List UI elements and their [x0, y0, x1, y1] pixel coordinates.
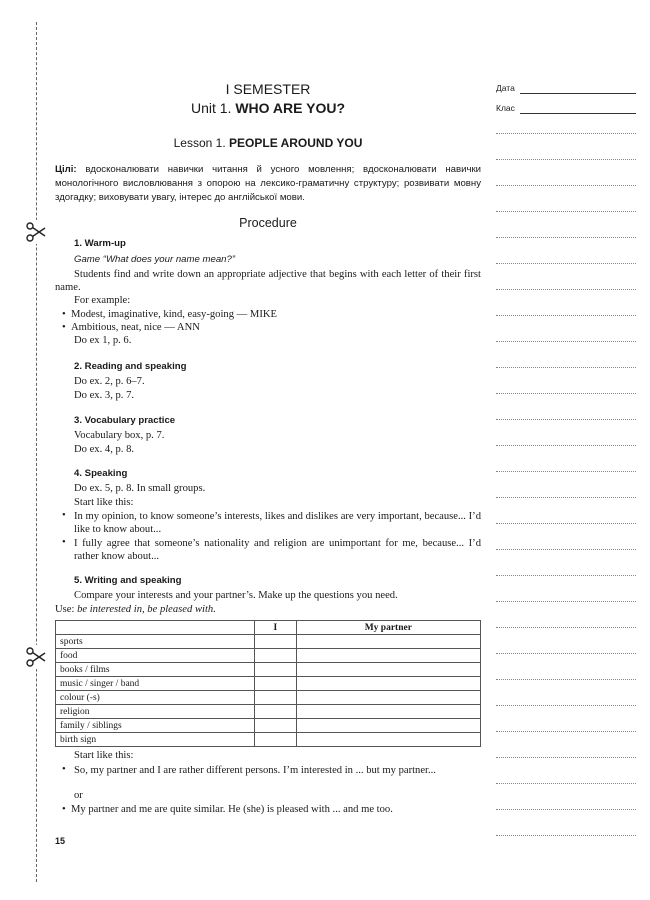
exercise-line: Do ex. 3, p. 7. [74, 390, 135, 401]
unit-prefix: Unit 1. [190, 100, 232, 116]
page-number: 15 [55, 836, 66, 846]
note-line[interactable] [496, 731, 636, 732]
note-line[interactable] [496, 497, 636, 498]
exercise-line: Do ex. 2, p. 6–7. [74, 376, 145, 387]
section-heading: 5. Writing and speaking [74, 575, 182, 586]
note-line[interactable] [496, 133, 636, 134]
section-heading: 1. Warm-up [74, 238, 126, 249]
warmup-task: Students find and write down an appropriate adjective that begins with each letter of their first name. [55, 269, 481, 293]
note-line[interactable] [496, 393, 636, 394]
writing-task: Compare your interests and your partner’s. Make up the questions you need. [74, 590, 398, 601]
scissors-icon [24, 220, 48, 244]
note-line[interactable] [496, 809, 636, 810]
note-line[interactable] [496, 471, 636, 472]
list-item: • I fully agree that someone’s nationality and religion are unimportant for me, because... I’d rather know about... [62, 537, 481, 562]
scissors-icon [24, 645, 48, 669]
note-line[interactable] [496, 315, 636, 316]
exercise-line: Vocabulary box, p. 7. [74, 430, 165, 441]
note-line[interactable] [496, 575, 636, 576]
list-item: • My partner and me are quite similar. He (she) is pleased with ... and me too. [62, 804, 393, 815]
note-line[interactable] [496, 211, 636, 212]
unit-title [55, 100, 481, 116]
table-header-cell: My partner [296, 621, 480, 635]
table-header-cell: I [255, 621, 297, 635]
lesson-prefix: Lesson 1. [173, 136, 226, 150]
note-line[interactable] [496, 757, 636, 758]
note-line[interactable] [496, 705, 636, 706]
unit-name: WHO ARE YOU? [235, 100, 346, 116]
goals-label: Цілі: [55, 164, 77, 175]
cut-line [36, 22, 37, 882]
note-line[interactable] [496, 679, 636, 680]
table-row: birth sign [56, 733, 481, 747]
note-line[interactable] [496, 445, 636, 446]
section-heading: 2. Reading and speaking [74, 361, 187, 372]
or-text: or [74, 790, 83, 801]
example-intro: For example: [74, 295, 131, 306]
table-row: food [56, 649, 481, 663]
note-line[interactable] [496, 289, 636, 290]
note-line[interactable] [496, 835, 636, 836]
note-line[interactable] [496, 627, 636, 628]
lesson-goals [55, 163, 481, 204]
note-line[interactable] [496, 601, 636, 602]
goals-text: вдосконалювати навички читання й усного мовлення; вдосконалювати навички монологічного висловлювання з опорою на лексико-граматичну структуру; розвивати мовну здогадку; виховувати увагу, інтерес до англійської мови. [55, 164, 481, 203]
list-item: • So, my partner and I are rather different persons. I’m interested in ... but my partner... [62, 764, 436, 776]
note-line[interactable] [496, 523, 636, 524]
note-line[interactable] [496, 653, 636, 654]
note-line[interactable] [496, 783, 636, 784]
interests-table [55, 620, 481, 747]
procedure-title: Procedure [239, 216, 297, 230]
note-line[interactable] [496, 367, 636, 368]
lesson-name: PEOPLE AROUND YOU [229, 136, 363, 150]
note-line[interactable] [496, 185, 636, 186]
note-line[interactable] [496, 159, 636, 160]
game-title: Game “What does your name mean?” [74, 254, 236, 265]
exercise-line: Do ex. 5, p. 8. In small groups. [74, 483, 206, 494]
note-line[interactable] [496, 263, 636, 264]
table-row: books / films [56, 663, 481, 677]
list-item: • Ambitious, neat, nice — ANN [62, 322, 200, 333]
section-heading: 3. Vocabulary practice [74, 415, 176, 426]
table-row: religion [56, 705, 481, 719]
date-label: Дата [496, 83, 515, 93]
section-heading: 4. Speaking [74, 468, 128, 479]
note-line[interactable] [496, 237, 636, 238]
use-phrases: Use: be interested in, be pleased with. [55, 604, 216, 615]
table-header-row [56, 621, 481, 635]
list-item: • Modest, imaginative, kind, easy-going — MIKE [62, 309, 277, 320]
note-line[interactable] [496, 419, 636, 420]
list-item: • In my opinion, to know someone’s interests, likes and dislikes are very important, because... I’d like to know about... [62, 510, 481, 535]
table-header-cell [56, 621, 255, 635]
note-line[interactable] [496, 549, 636, 550]
table-row: colour (-s) [56, 691, 481, 705]
class-label: Клас [496, 103, 515, 113]
exercise-line: Do ex 1, p. 6. [74, 335, 132, 346]
semester-title: I SEMESTER [225, 81, 311, 97]
date-field[interactable] [520, 93, 636, 94]
table-row: music / singer / band [56, 677, 481, 691]
table-row: sports [56, 635, 481, 649]
note-line[interactable] [496, 341, 636, 342]
table-row: family / siblings [56, 719, 481, 733]
lesson-title [55, 136, 481, 150]
exercise-line: Do ex. 4, p. 8. [74, 444, 135, 455]
start-like-this: Start like this: [74, 750, 134, 761]
start-like-this: Start like this: [74, 497, 134, 508]
class-field[interactable] [520, 113, 636, 114]
